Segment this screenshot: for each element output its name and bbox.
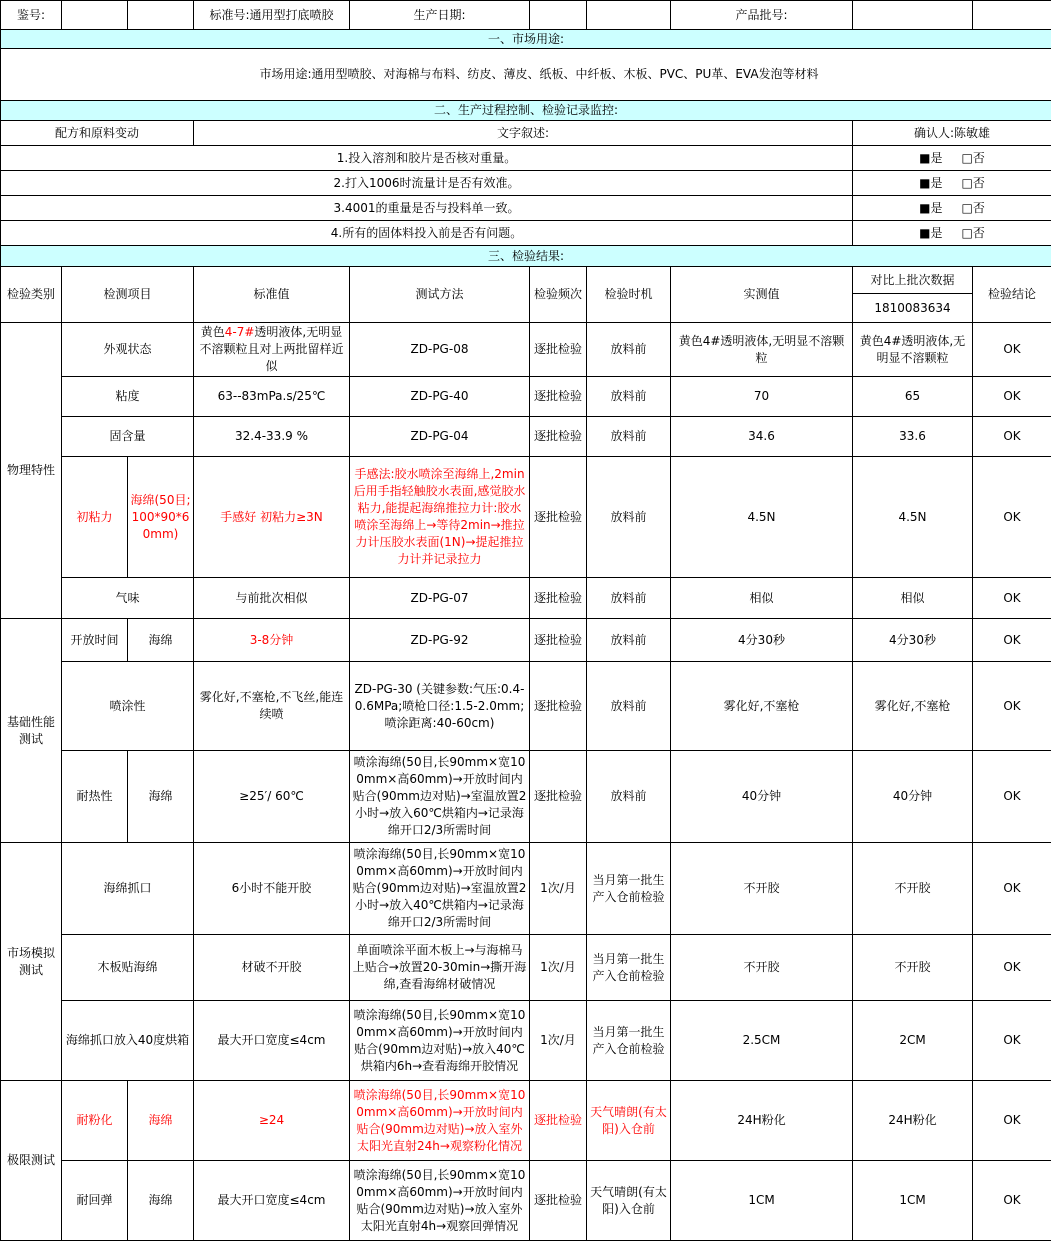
- prev-viscosity: 65: [853, 377, 973, 417]
- method-rebound: 喷涂海绵(50目,长90mm×宽100mm×高60mm)→开放时间内贴合(90mm边对贴)→放入室外太阳光直射4h→观察回弹情况: [350, 1161, 530, 1241]
- production-date-value[interactable]: [530, 1, 587, 30]
- result: OK: [973, 619, 1051, 662]
- measured-rebound: 1CM: [671, 1161, 853, 1241]
- item-wood-sponge: 木板贴海绵: [62, 935, 194, 1001]
- measured-wood-sponge: 不开胶: [671, 935, 853, 1001]
- no-checkbox[interactable]: □否: [961, 225, 985, 240]
- item-sprayability: 喷涂性: [62, 662, 194, 751]
- measured-viscosity: 70: [671, 377, 853, 417]
- prev-heat-resistance: 40分钟: [853, 751, 973, 843]
- formula-label: 配方和原料变动: [1, 121, 194, 146]
- timing: 放料前: [587, 662, 671, 751]
- result: OK: [973, 578, 1051, 619]
- result: OK: [973, 662, 1051, 751]
- col-compare: 对比上批次数据: [853, 267, 973, 294]
- item-initial-tack-substrate: 海绵(50目;100*90*60mm): [128, 457, 194, 578]
- prev-open-time: 4分30秒: [853, 619, 973, 662]
- method-wood-sponge: 单面喷涂平面木板上→与海棉马上贴合→放置20-30min→撕开海绵,查看海绵材破情况: [350, 935, 530, 1001]
- section3-title: 三、检验结果:: [1, 246, 1051, 267]
- measured-solid-content: 34.6: [671, 417, 853, 457]
- method-odor: ZD-PG-07: [350, 578, 530, 619]
- standard-odor: 与前批次相似: [194, 578, 350, 619]
- check-item: 1.投入溶剂和胶片是否核对重量。: [1, 146, 853, 171]
- category-market: 市场模拟测试: [1, 843, 62, 1081]
- col-method: 测试方法: [350, 267, 530, 323]
- result: OK: [973, 751, 1051, 843]
- standard-label: 标准号:通用型打底喷胶: [194, 1, 350, 30]
- method-viscosity: ZD-PG-40: [350, 377, 530, 417]
- result: OK: [973, 417, 1051, 457]
- prev-sponge-grip-40: 2CM: [853, 1001, 973, 1081]
- standard-sponge-grip: 6小时不能开胶: [194, 843, 350, 935]
- timing: 天气晴朗(有太阳)入仓前: [587, 1161, 671, 1241]
- frequency: 逐批检验: [530, 1161, 587, 1241]
- col-timing: 检验时机: [587, 267, 671, 323]
- item-sponge-grip: 海绵抓口: [62, 843, 194, 935]
- check-item: 4.所有的固体料投入前是否有问题。: [1, 221, 853, 246]
- header-blank[interactable]: [128, 1, 194, 30]
- measured-initial-tack: 4.5N: [671, 457, 853, 578]
- yes-checkbox[interactable]: ■是: [919, 200, 943, 215]
- frequency: 逐批检验: [530, 417, 587, 457]
- frequency: 逐批检验: [530, 578, 587, 619]
- result: OK: [973, 1001, 1051, 1081]
- timing: 放料前: [587, 619, 671, 662]
- batch-value[interactable]: [853, 1, 973, 30]
- timing: 放料前: [587, 457, 671, 578]
- check-option[interactable]: [853, 196, 1051, 221]
- result: OK: [973, 1081, 1051, 1161]
- no-checkbox[interactable]: □否: [961, 175, 985, 190]
- frequency: 逐批检验: [530, 457, 587, 578]
- check-item: 2.打入1006时流量计是否有效准。: [1, 171, 853, 196]
- measured-open-time: 4分30秒: [671, 619, 853, 662]
- timing: 放料前: [587, 578, 671, 619]
- timing: 天气晴朗(有太阳)入仓前: [587, 1081, 671, 1161]
- timing: 当月第一批生产入仓前检验: [587, 1001, 671, 1081]
- item-solid-content: 固含量: [62, 417, 194, 457]
- item-rebound: 耐回弹: [62, 1161, 128, 1241]
- method-heat-resistance: 喷涂海绵(50目,长90mm×宽100mm×高60mm)→开放时间内贴合(90mm边对贴)→室温放置2小时→放入60℃烘箱内→记录海绵开口2/3所需时间: [350, 751, 530, 843]
- yes-checkbox[interactable]: ■是: [919, 175, 943, 190]
- timing: 放料前: [587, 323, 671, 377]
- frequency: 逐批检验: [530, 377, 587, 417]
- col-standard: 标准值: [194, 267, 350, 323]
- standard-powdering: ≥24: [194, 1081, 350, 1161]
- category-limit: 极限测试: [1, 1081, 62, 1241]
- timing: 放料前: [587, 377, 671, 417]
- result: OK: [973, 1161, 1051, 1241]
- col-item: 检测项目: [62, 267, 194, 323]
- frequency: 1次/月: [530, 1001, 587, 1081]
- no-checkbox[interactable]: □否: [961, 150, 985, 165]
- frequency: 逐批检验: [530, 619, 587, 662]
- check-option[interactable]: [853, 221, 1051, 246]
- item-odor: 气味: [62, 578, 194, 619]
- frequency: 1次/月: [530, 935, 587, 1001]
- prev-initial-tack: 4.5N: [853, 457, 973, 578]
- method-open-time: ZD-PG-92: [350, 619, 530, 662]
- compare-batch-number: 1810083634: [853, 294, 973, 323]
- check-option[interactable]: [853, 171, 1051, 196]
- measured-powdering: 24H粉化: [671, 1081, 853, 1161]
- method-initial-tack: 手感法:胶水喷涂至海绵上,2min后用手指轻触胶水表面,感觉胶水粘力,能提起海绵推拉力计:胶水喷涂至海绵上→等待2min→推拉力计压胶水表面(1N)→提起推拉力计并记录拉力: [350, 457, 530, 578]
- prev-powdering: 24H粉化: [853, 1081, 973, 1161]
- method-sponge-grip-40: 喷涂海绵(50目,长90mm×宽100mm×高60mm)→开放时间内贴合(90mm边对贴)→放入40℃烘箱内6h→查看海绵开胶情况: [350, 1001, 530, 1081]
- standard-heat-resistance: ≥25′/ 60℃: [194, 751, 350, 843]
- prev-wood-sponge: 不开胶: [853, 935, 973, 1001]
- batch-value-2[interactable]: [973, 1, 1051, 30]
- section2-title: 二、生产过程控制、检验记录监控:: [1, 101, 1051, 121]
- standard-open-time: 3-8分钟: [194, 619, 350, 662]
- item-rebound-substrate: 海绵: [128, 1161, 194, 1241]
- method-powdering: 喷涂海绵(50目,长90mm×宽100mm×高60mm)→开放时间内贴合(90mm边对贴)→放入室外太阳光直射24h→观察粉化情况: [350, 1081, 530, 1161]
- method-solid-content: ZD-PG-04: [350, 417, 530, 457]
- prev-appearance: 黄色4#透明液体,无明显不溶颗粒: [853, 323, 973, 377]
- measured-sponge-grip: 不开胶: [671, 843, 853, 935]
- production-date-label: 生产日期:: [350, 1, 530, 30]
- frequency: 逐批检验: [530, 662, 587, 751]
- timing: 放料前: [587, 417, 671, 457]
- measured-heat-resistance: 40分钟: [671, 751, 853, 843]
- confirmer: 确认人:陈敏雄: [853, 121, 1051, 146]
- col-category: 检验类别: [1, 267, 62, 323]
- prev-sponge-grip: 不开胶: [853, 843, 973, 935]
- measured-odor: 相似: [671, 578, 853, 619]
- yes-checkbox[interactable]: ■是: [919, 150, 943, 165]
- method-sprayability: ZD-PG-30 (关键参数:气压:0.4-0.6MPa;喷枪口径:1.5-2.0mm;喷涂距离:40-60cm): [350, 662, 530, 751]
- result: OK: [973, 935, 1051, 1001]
- col-measured: 实测值: [671, 267, 853, 323]
- prev-solid-content: 33.6: [853, 417, 973, 457]
- category-physical: 物理特性: [1, 323, 62, 619]
- timing: 当月第一批生产入仓前检验: [587, 935, 671, 1001]
- section1-title: 一、市场用途:: [1, 30, 1051, 49]
- standard-sponge-grip-40: 最大开口宽度≤4cm: [194, 1001, 350, 1081]
- standard-sprayability: 雾化好,不塞枪,不飞丝,能连续喷: [194, 662, 350, 751]
- standard-initial-tack: 手感好 初粘力≥3N: [194, 457, 350, 578]
- result: OK: [973, 457, 1051, 578]
- market-use-text: 市场用途:通用型喷胶、对海棉与布料、纺皮、薄皮、纸板、中纤板、木板、PVC、PU革、EVA发泡等材料: [1, 49, 1051, 101]
- category-basic: 基础性能测试: [1, 619, 62, 843]
- result: OK: [973, 323, 1051, 377]
- frequency: 逐批检验: [530, 751, 587, 843]
- timing: 当月第一批生产入仓前检验: [587, 843, 671, 935]
- text-description-label: 文字叙述:: [194, 121, 853, 146]
- yes-checkbox[interactable]: ■是: [919, 225, 943, 240]
- timing: 放料前: [587, 751, 671, 843]
- standard-solid-content: 32.4-33.9 %: [194, 417, 350, 457]
- method-sponge-grip: 喷涂海绵(50目,长90mm×宽100mm×高60mm)→开放时间内贴合(90mm边对贴)→室温放置2小时→放入40℃烘箱内→记录海绵开口2/3所需时间: [350, 843, 530, 935]
- prev-sprayability: 雾化好,不塞枪: [853, 662, 973, 751]
- standard-appearance: 黄色4-7#透明液体,无明显不溶颗粒且对上两批留样近似: [194, 323, 350, 377]
- standard-wood-sponge: 材破不开胶: [194, 935, 350, 1001]
- frequency: 1次/月: [530, 843, 587, 935]
- frequency: 逐批检验: [530, 1081, 587, 1161]
- method-appearance: ZD-PG-08: [350, 323, 530, 377]
- item-powdering: 耐粉化: [62, 1081, 128, 1161]
- frequency: 逐批检验: [530, 323, 587, 377]
- standard-viscosity: 63--83mPa.s/25℃: [194, 377, 350, 417]
- item-appearance: 外观状态: [62, 323, 194, 377]
- item-initial-tack: 初粘力: [62, 457, 128, 578]
- prev-odor: 相似: [853, 578, 973, 619]
- item-heat-resistance-substrate: 海绵: [128, 751, 194, 843]
- item-sponge-grip-40: 海绵抓口放入40度烘箱: [62, 1001, 194, 1081]
- measured-sprayability: 雾化好,不塞枪: [671, 662, 853, 751]
- batch-label: 产品批号:: [671, 1, 853, 30]
- result: OK: [973, 843, 1051, 935]
- production-date-value-2[interactable]: [587, 1, 671, 30]
- item-powdering-substrate: 海绵: [128, 1081, 194, 1161]
- col-frequency: 检验频次: [530, 267, 587, 323]
- standard-rebound: 最大开口宽度≤4cm: [194, 1161, 350, 1241]
- item-viscosity: 粘度: [62, 377, 194, 417]
- col-conclusion: 检验结论: [973, 267, 1051, 323]
- item-open-time: 开放时间: [62, 619, 128, 662]
- check-option[interactable]: [853, 146, 1051, 171]
- check-item: 3.4001的重量是否与投料单一致。: [1, 196, 853, 221]
- result: OK: [973, 377, 1051, 417]
- item-heat-resistance: 耐热性: [62, 751, 128, 843]
- sign-value[interactable]: [62, 1, 128, 30]
- measured-appearance: 黄色4#透明液体,无明显不溶颗粒: [671, 323, 853, 377]
- item-open-time-substrate: 海绵: [128, 619, 194, 662]
- measured-sponge-grip-40: 2.5CM: [671, 1001, 853, 1081]
- no-checkbox[interactable]: □否: [961, 200, 985, 215]
- sign-label: 鉴号:: [1, 1, 62, 30]
- prev-rebound: 1CM: [853, 1161, 973, 1241]
